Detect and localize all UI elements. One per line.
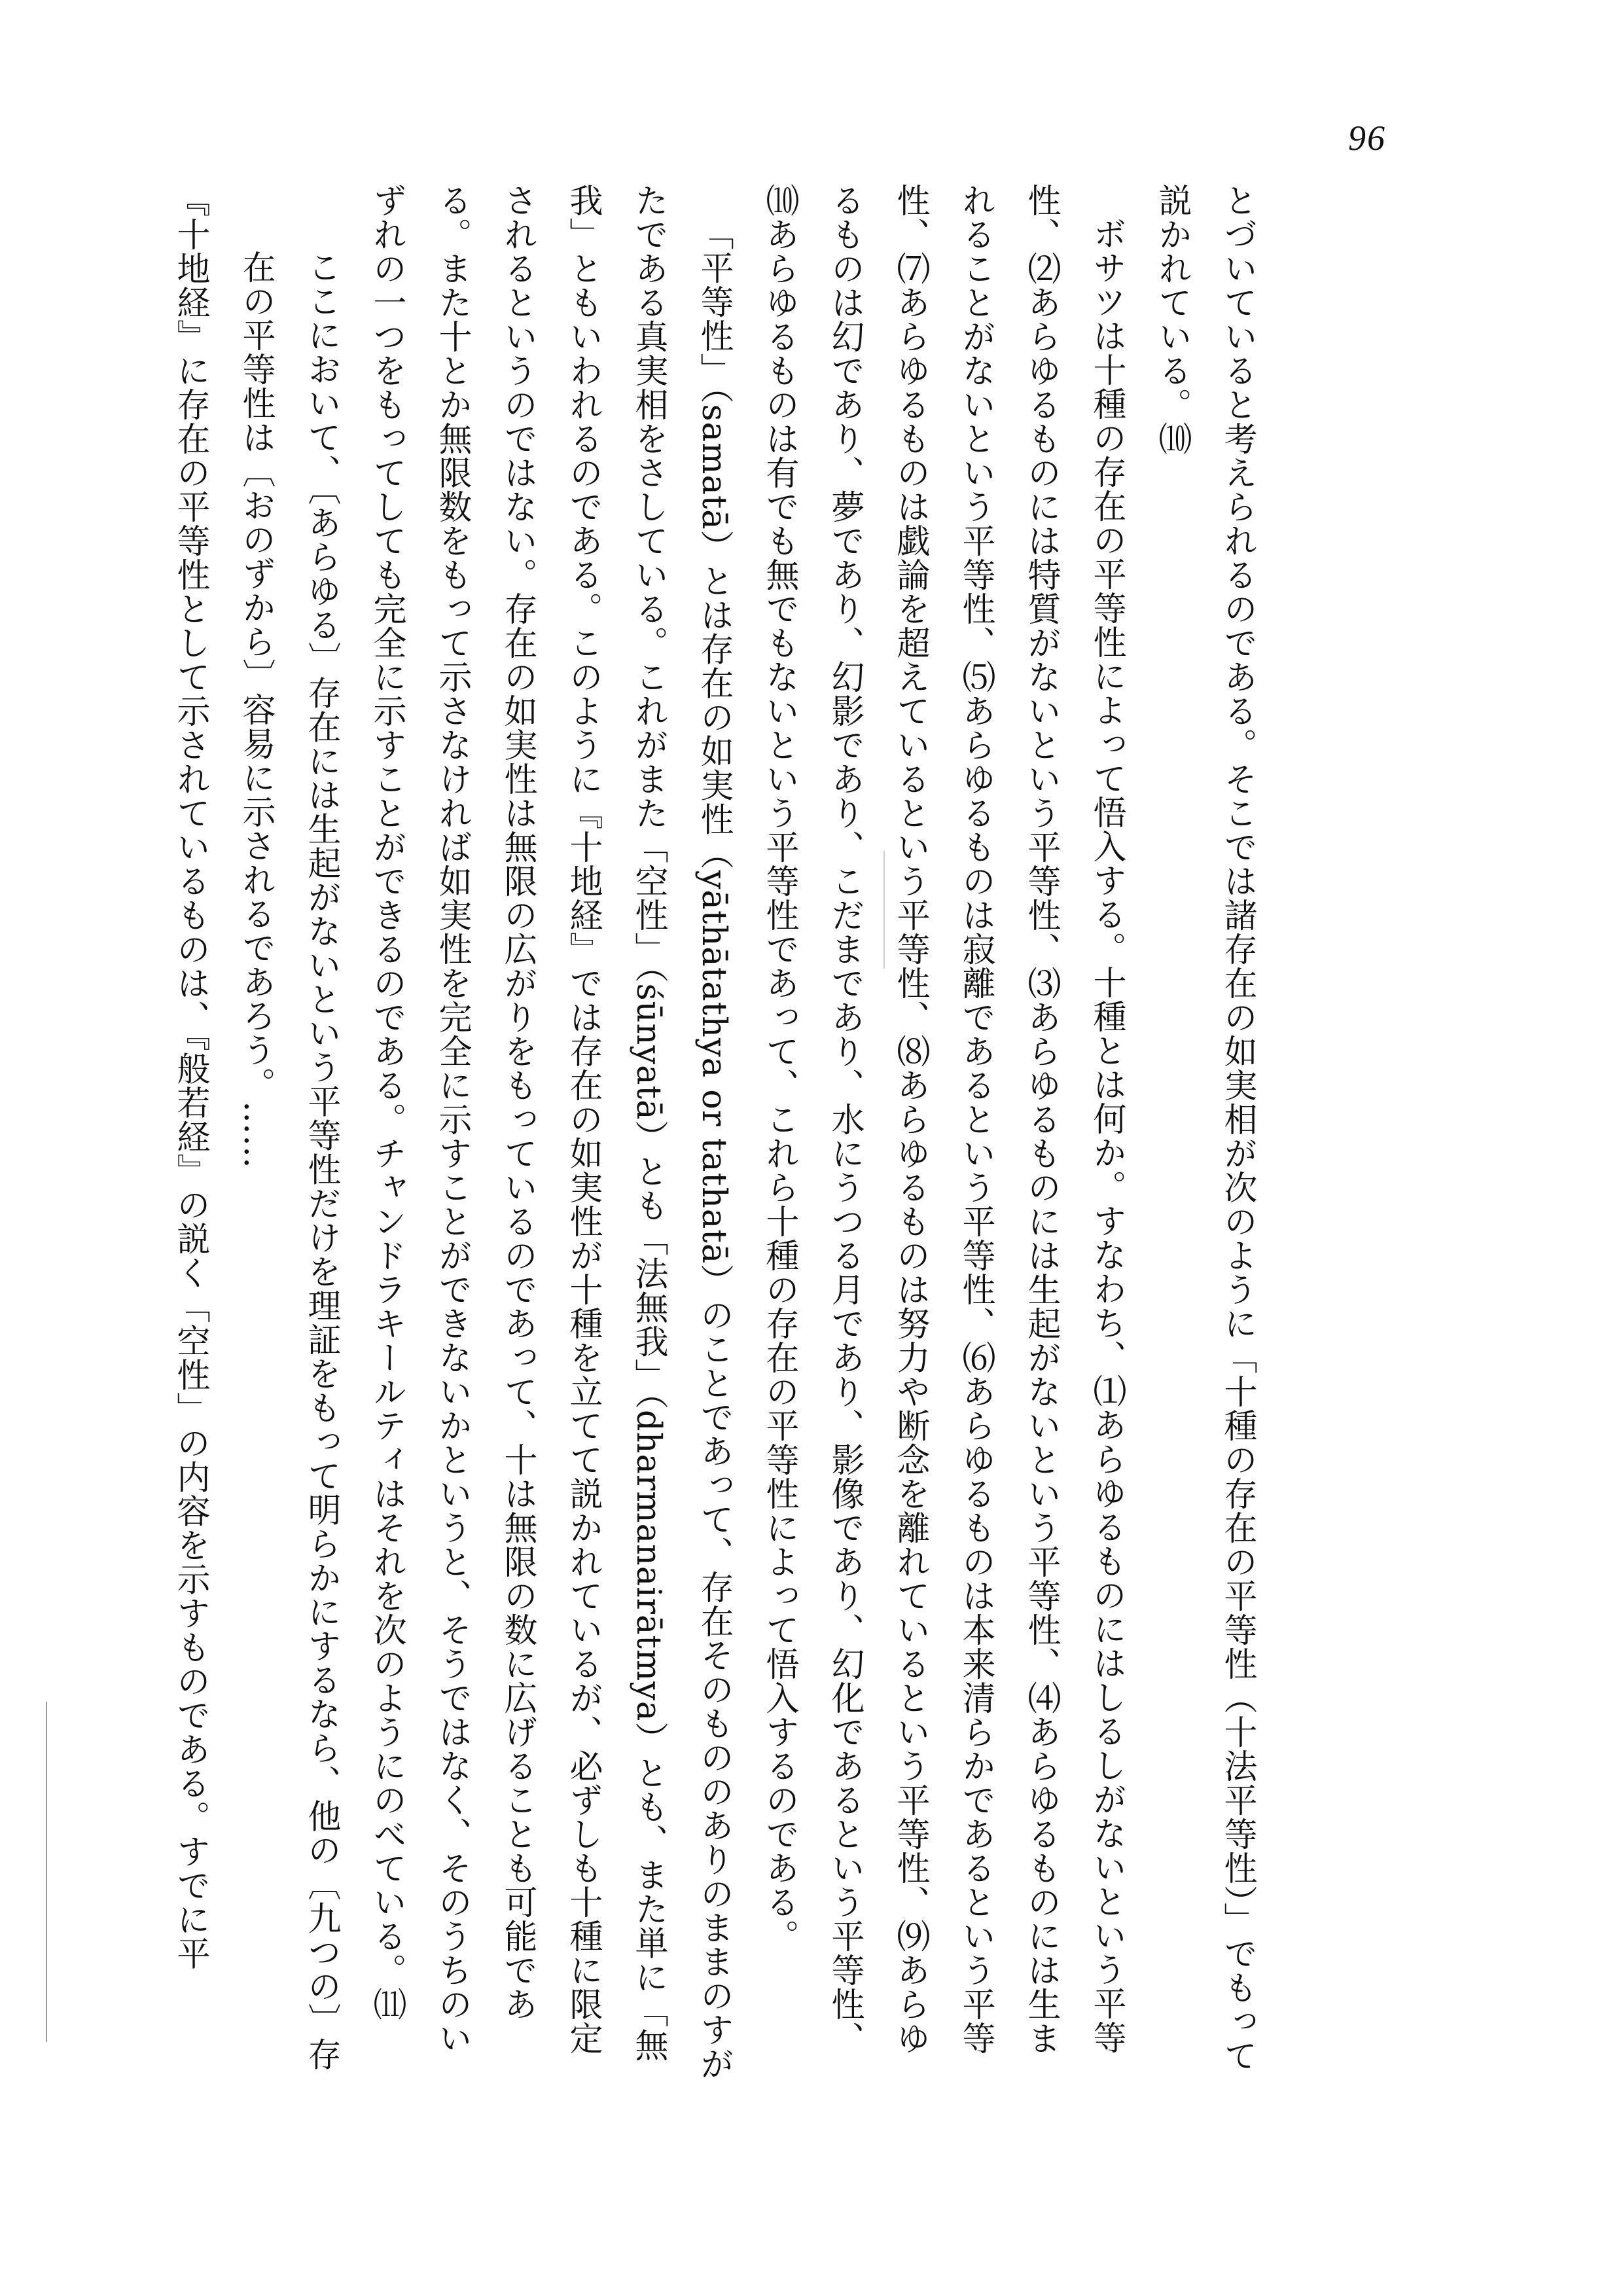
paragraph-2: ボサツは十種の存在の平等性によって悟入する。十種とは何か。すなわち、⑴あらゆるものにはしるしがないという平等性、⑵あらゆるものには特質がないという平等性、⑶あらゆるものには生起がないという平等性、⑷あらゆるものには生まれることがないという平等性、⑸あらゆるものは寂離であるという平等性、⑹あらゆるものは本来清らかであるという平等性、⑺あらゆるものは戯論を超えているという平等性、⑻あらゆるものは努力や断念を離れているという平等性、⑼あらゆるものは幻であり、夢であり、幻影であり、こだまであり、水にうつる月であり、影像であり、幻化であるという平等性、⑽あらゆるものは有でも無でもないという平等性であって、これら十種の存在の平等性によって悟入するのである。 [760, 183, 1126, 2055]
document-body [39, 183, 1270, 2081]
scan-margin-line [46, 1702, 47, 2042]
paragraph-3: 「平等性」（samatā）とは存在の如実性（yāthātathya or tathatā）のことであって、存在そのもののありのままのすがたである真実相をさしている。これがまた「空性」（śūnyatā）とも「法無我」（dharmanairātmya）とも、また単に「無我」ともいわれるのである。このように『十地経』では存在の如実性が十種を立てて説かれているが、必ずしも十種に限定されるというのではない。存在の如実性は無限の広がりをもっているのであって、十は無限の数に広げることも可能である。また十とか無限数をもって示さなければ如実性を完全に示すことができないかというと、そうではなく、そのうちのいずれの一つをもってしても完全に示すことができるのである。チャンドラキールティはそれを次のようにのべている。⑾ [367, 183, 733, 2081]
paragraph-1: とづいていると考えられるのである。そこでは諸存在の如実相が次のように「十種の存在の平等性（十法平等性）」でもって説かれている。⑽ [1152, 183, 1257, 2073]
block-quote: ここにおいて、〔あらゆる〕存在には生起がないという平等性だけを理証をもって明らかにするなら、他の〔九つの〕存在の平等性は〔おのずから〕容易に示されるであろう。…… [236, 250, 340, 2072]
paragraph-5: 『十地経』に存在の平等性として示されているものは、『般若経』の説く「空性」の内容を示すものである。すでに平 [171, 183, 209, 1971]
scan-artifact-line [883, 851, 885, 969]
page-number: 96 [1348, 118, 1386, 158]
